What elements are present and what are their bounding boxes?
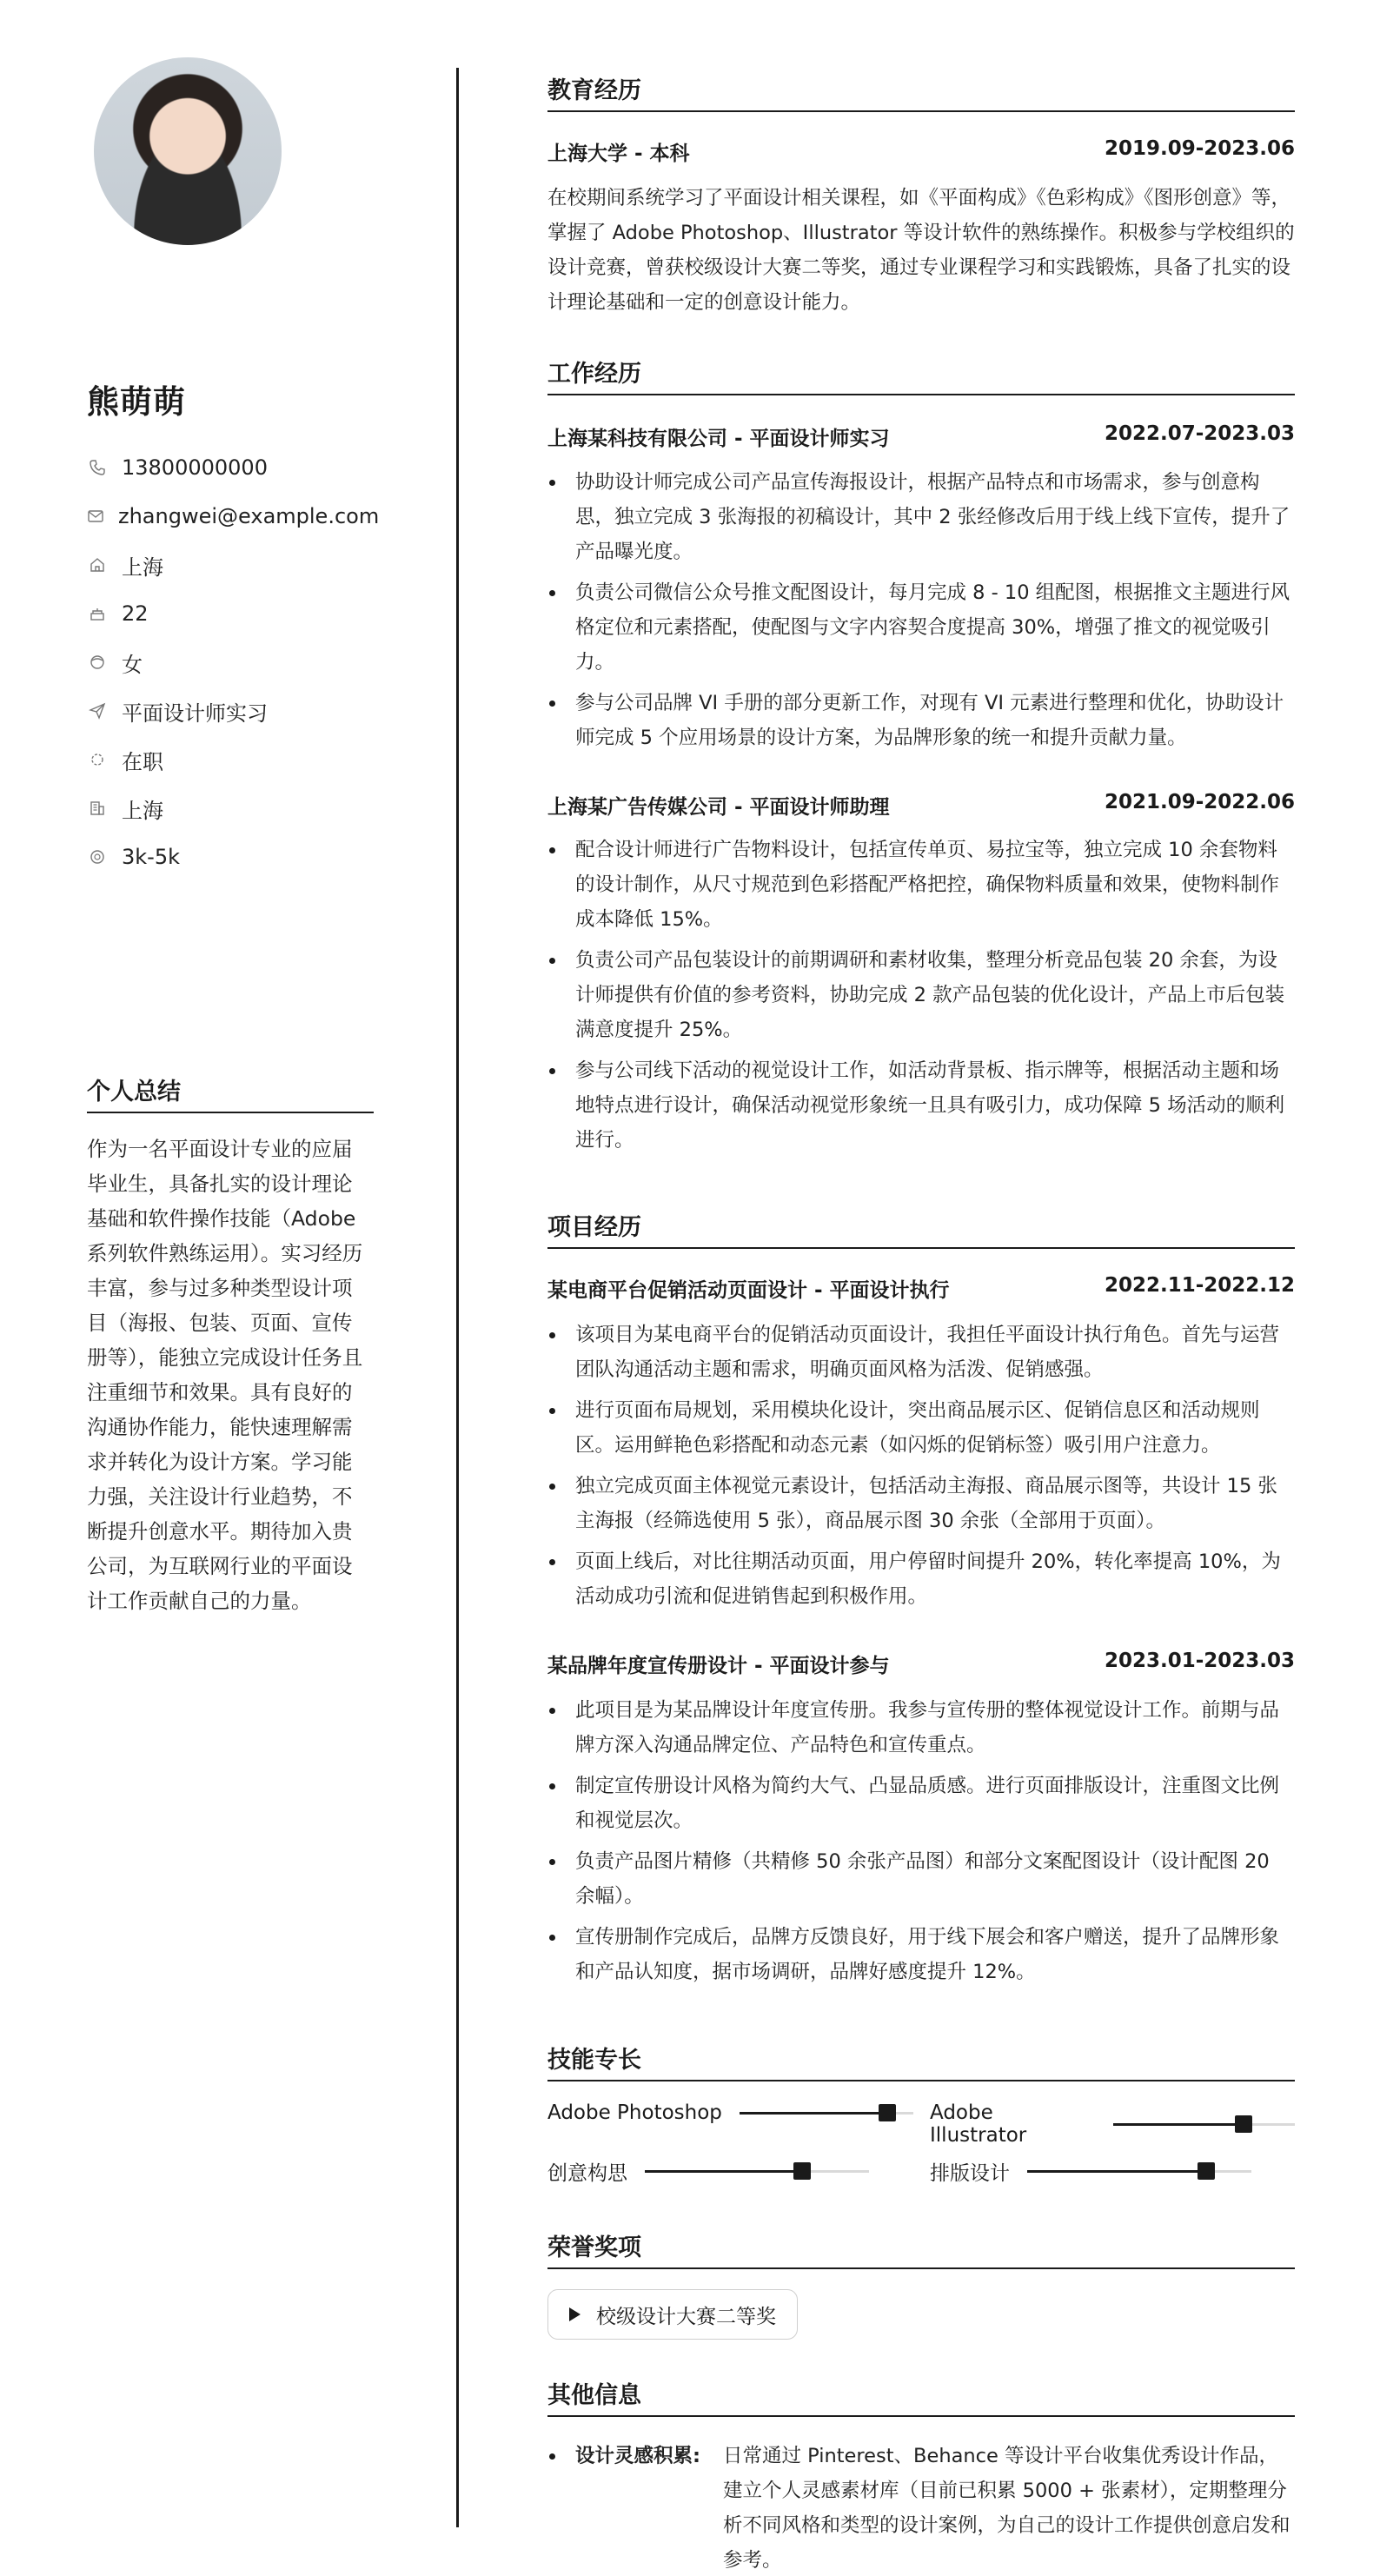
- project-bullet: 该项目为某电商平台的促销活动页面设计，我担任平面设计执行角色。首先与运营团队沟通活动主题和需求，明确页面风格为活泼、促销感强。: [547, 1318, 1295, 1387]
- education-head: [547, 137, 1295, 166]
- column-divider: [456, 68, 459, 2527]
- email-text: zhangwei@example.com: [118, 504, 380, 528]
- summary-text: 作为一名平面设计专业的应届毕业生，具备扎实的设计理论基础和软件操作技能（Adobe系列软件熟练运用）。实习经历丰富，参与过多种类型设计项目（海报、包装、页面、宣传册等），能独立完成设计任务且注重细节和效果。具有良好的沟通协作能力，能快速理解需求并转化为设计方案。学习能力强，关注设计行业趋势，不断提升创意水平。期待加入贵公司，为互联网行业的平面设计工作贡献自己的力量。: [87, 1137, 363, 1613]
- mail-icon: [87, 506, 104, 527]
- gender-icon: [87, 652, 108, 673]
- skill-bar: [740, 2112, 913, 2115]
- job-date: 2022.07-2023.03: [1104, 422, 1295, 445]
- job-bullet: 参与公司品牌 VI 手册的部分更新工作，对现有 VI 元素进行整理和优化，协助设计师完成 5 个应用场景的设计方案，为品牌形象的统一和提升贡献力量。: [547, 686, 1295, 755]
- project-bullet: 负责产品图片精修（共精修 50 余张产品图）和部分文案配图设计（设计配图 20 余幅）。: [547, 1844, 1295, 1914]
- skill-name: Adobe Illustrator: [930, 2101, 1027, 2147]
- skill-bar-knob: [793, 2162, 811, 2180]
- other-label: 设计灵感积累:: [575, 2445, 700, 2467]
- other-item: [547, 2439, 1295, 2576]
- skill-bar: [1027, 2170, 1251, 2173]
- skill-bar: [645, 2170, 869, 2173]
- phone-icon: [87, 457, 108, 478]
- position-text: 平面设计师实习: [122, 700, 268, 726]
- contact-info: [87, 443, 380, 881]
- skill-bar-knob: [1198, 2162, 1215, 2180]
- job-title: 上海某科技有限公司 - 平面设计师实习: [547, 428, 890, 450]
- job-head: [547, 791, 1295, 820]
- skill-bar-knob: [1235, 2115, 1252, 2133]
- project-bullet: 制定宣传册设计风格为简约大气、凸显品质感。进行页面排版设计，注重图文比例和视觉层次。: [547, 1769, 1295, 1838]
- job-bullets: [547, 833, 1295, 1164]
- skill-bar-fill: [1113, 2123, 1244, 2126]
- education-text: 在校期间系统学习了平面设计相关课程，如《平面构成》《色彩构成》《图形创意》等，掌握了 Adobe Photoshop、Illustrator 等设计软件的熟练操作。积极参与学校组织的设计竞赛，曾获校级设计大赛二等奖，通过专业课程学习和实践锻炼，具备了扎实的设计理论基础和一定的创意设计能力。: [547, 187, 1295, 314]
- job-bullet: 参与公司线下活动的视觉设计工作，如活动背景板、指示牌等，根据活动主题和场地特点进行设计，确保活动视觉形象统一且具有吸引力，成功保障 5 场活动的顺利进行。: [547, 1053, 1295, 1158]
- project-bullet: 独立完成页面主体视觉元素设计，包括活动主海报、商品展示图等，共设计 15 张主海报（经筛选使用 5 张），商品展示图 30 余张（全部用于页面）。: [547, 1469, 1295, 1538]
- age-text: 22: [122, 601, 149, 626]
- projects-title: 项目经历: [547, 1208, 1295, 1249]
- education-title: 教育经历: [547, 71, 1295, 112]
- skill-item: [547, 2157, 869, 2186]
- info-location: [87, 541, 374, 589]
- work-title: 工作经历: [547, 355, 1295, 395]
- skill-bar: [1113, 2123, 1295, 2126]
- job-bullet: 负责公司微信公众号推文配图设计，每月完成 8 - 10 组配图，根据推文主题进行风格定位和元素搭配，使配图与文字内容契合度提高 30%，增强了推文的视觉吸引力。: [547, 575, 1295, 680]
- other-list: [547, 2439, 1295, 2576]
- project-head: [547, 1274, 1295, 1303]
- award-text: 校级设计大赛二等奖: [596, 2305, 776, 2328]
- project-bullets: [547, 1318, 1295, 1620]
- status-text: 在职: [122, 749, 163, 774]
- summary-title: 个人总结: [87, 1072, 374, 1113]
- avatar: [94, 57, 282, 245]
- profile-name: 熊萌萌: [87, 383, 186, 421]
- skill-item: [930, 2101, 1295, 2147]
- job-head: [547, 422, 1295, 451]
- cake-icon: [87, 603, 108, 624]
- education-school: 上海大学 - 本科: [547, 143, 690, 165]
- project-date: 2023.01-2023.03: [1104, 1650, 1295, 1672]
- skill-bar-fill: [1027, 2170, 1206, 2173]
- job-bullets: [547, 465, 1295, 761]
- skill-bar-knob: [879, 2104, 896, 2121]
- info-city: [87, 784, 374, 833]
- skill-bar-fill: [645, 2170, 802, 2173]
- job-bullet: 负责公司产品包装设计的前期调研和素材收集，整理分析竞品包装 20 余套，为设计师提供有价值的参考资料，协助完成 2 款产品包装的优化设计，产品上市后包装满意度提升 25%。: [547, 943, 1295, 1047]
- play-icon: [569, 2307, 581, 2321]
- status-icon: [87, 749, 108, 770]
- phone-text: 13800000000: [122, 455, 268, 480]
- other-title: 其他信息: [547, 2376, 1295, 2417]
- skill-item: [547, 2101, 913, 2124]
- awards-title: 荣誉奖项: [547, 2228, 1295, 2269]
- other-text: 日常通过 Pinterest、Behance 等设计平台收集优秀设计作品，建立个人灵感素材库（目前已积累 5000 + 张素材），定期整理分析不同风格和类型的设计案例，为自己的设计工作提供创意启发和参考。: [723, 2445, 1290, 2572]
- info-phone: [87, 443, 374, 492]
- skill-name: Adobe Photoshop: [547, 2101, 722, 2124]
- project-bullet: 此项目是为某品牌设计年度宣传册。我参与宣传册的整体视觉设计工作。前期与品牌方深入沟通品牌定位、产品特色和宣传重点。: [547, 1693, 1295, 1763]
- project-bullets: [547, 1693, 1295, 1995]
- project-date: 2022.11-2022.12: [1104, 1274, 1295, 1297]
- project-bullet: 页面上线后，对比往期活动页面，用户停留时间提升 20%，转化率提高 10%，为活动成功引流和促进销售起到积极作用。: [547, 1544, 1295, 1614]
- salary-icon: [87, 846, 108, 867]
- skill-name: 创意构思: [547, 2162, 627, 2185]
- salary-text: 3k-5k: [122, 845, 180, 869]
- city-text: 上海: [122, 798, 163, 823]
- project-title: 某品牌年度宣传册设计 - 平面设计参与: [547, 1655, 890, 1677]
- info-email: [87, 492, 380, 541]
- send-icon: [87, 700, 108, 721]
- info-status: [87, 735, 374, 784]
- home-icon: [87, 554, 108, 575]
- job-title: 上海某广告传媒公司 - 平面设计师助理: [547, 796, 890, 819]
- job-bullet: 协助设计师完成公司产品宣传海报设计，根据产品特点和市场需求，参与创意构思，独立完成 3 张海报的初稿设计，其中 2 张经修改后用于线上线下宣传，提升了产品曝光度。: [547, 465, 1295, 569]
- info-salary: [87, 833, 374, 881]
- gender-text: 女: [122, 652, 143, 677]
- project-title: 某电商平台促销活动页面设计 - 平面设计执行: [547, 1279, 950, 1302]
- info-age: [87, 589, 374, 638]
- award-tag: [547, 2289, 798, 2340]
- job-bullet: 配合设计师进行广告物料设计，包括宣传单页、易拉宝等，独立完成 10 余套物料的设计制作，从尺寸规范到色彩搭配严格把控，确保物料质量和效果，使物料制作成本降低 15%。: [547, 833, 1295, 937]
- skill-bar-fill: [740, 2112, 887, 2115]
- info-position: [87, 687, 374, 735]
- skills-title: 技能专长: [547, 2041, 1295, 2081]
- location-text: 上海: [122, 554, 163, 580]
- project-bullet: 进行页面布局规划，采用模块化设计，突出商品展示区、促销信息区和活动规则区。运用鲜艳色彩搭配和动态元素（如闪烁的促销标签）吸引用户注意力。: [547, 1393, 1295, 1463]
- skill-name: 排版设计: [930, 2162, 1010, 2185]
- building-icon: [87, 798, 108, 819]
- skill-item: [930, 2157, 1251, 2186]
- job-date: 2021.09-2022.06: [1104, 791, 1295, 813]
- info-gender: [87, 638, 374, 687]
- education-date: 2019.09-2023.06: [1104, 137, 1295, 160]
- project-head: [547, 1650, 1295, 1678]
- project-bullet: 宣传册制作完成后，品牌方反馈良好，用于线下展会和客户赠送，提升了品牌形象和产品认知度，据市场调研，品牌好感度提升 12%。: [547, 1920, 1295, 1989]
